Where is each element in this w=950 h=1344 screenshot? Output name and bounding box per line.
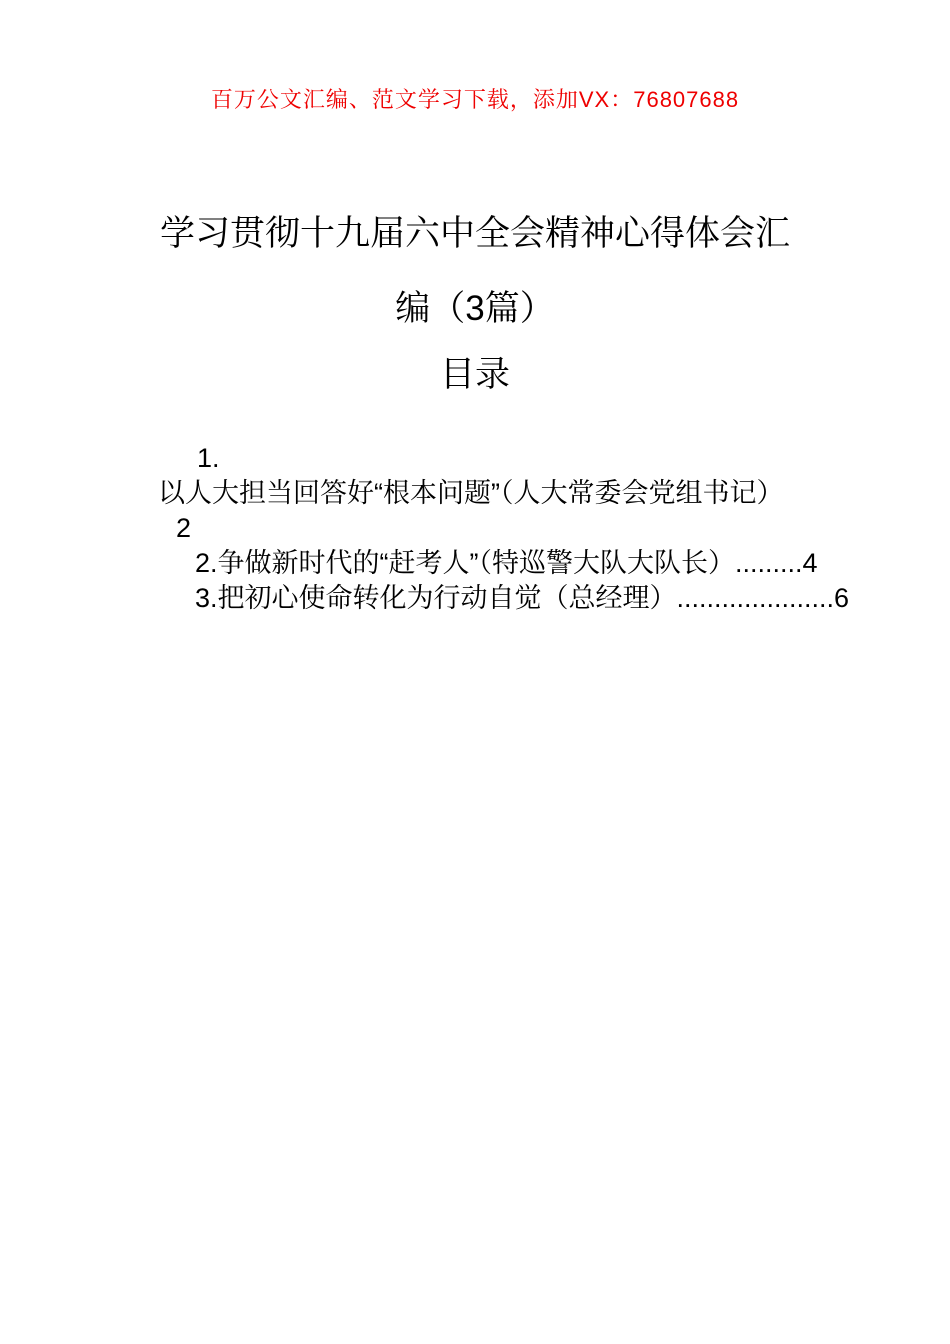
toc-entry-1-page-number: 2	[176, 513, 192, 543]
toc-entry-2: 2.争做新时代的“赶考人”（特巡警大队大队长）.........4	[195, 548, 818, 578]
document-title	[0, 196, 950, 346]
promo-notice: 百万公文汇编、范文学习下载，添加VX：76807688	[210, 87, 740, 112]
toc-heading: 目录	[439, 355, 510, 394]
document-title-line1: 学习贯彻十九届六中全会精神心得体会汇	[159, 214, 790, 253]
toc-entry-3: 3.把初心使命转化为行动自觉（总经理）.....................6	[195, 583, 850, 613]
document-title-line2: 编（3篇）	[395, 289, 555, 328]
toc-entry-1-number: 1.	[197, 443, 220, 473]
toc-list	[158, 441, 858, 616]
toc-entry-1-title: 以人大担当回答好“根本问题”（人大常委会党组书记）	[158, 478, 784, 508]
